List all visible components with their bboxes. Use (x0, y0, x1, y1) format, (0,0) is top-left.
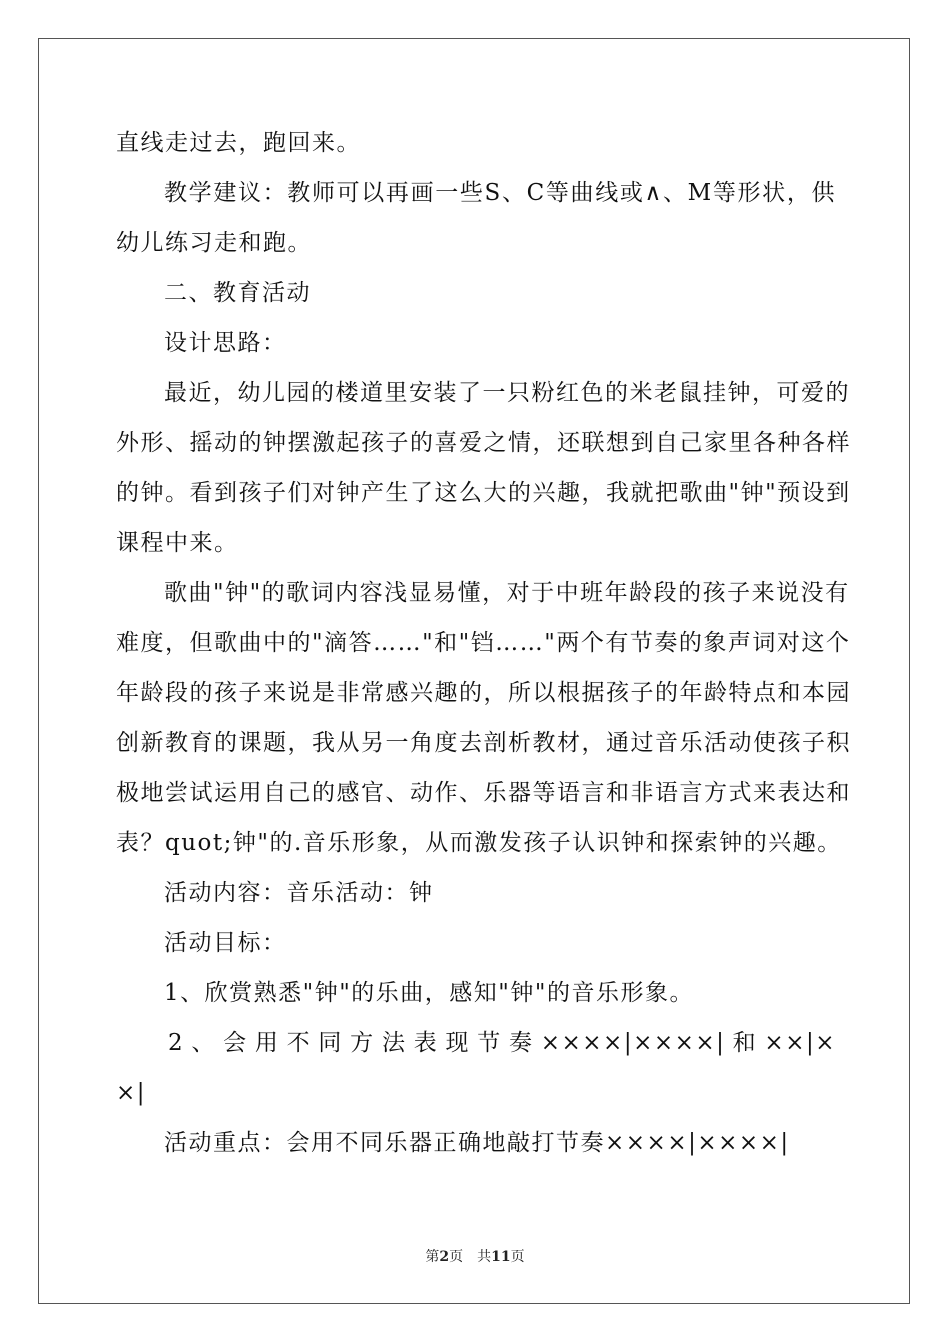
text-line: 设计思路： (164, 330, 287, 356)
text-line: 极地尝试运用自己的感官、动作、乐器等语言和非语言方式来表达和 (116, 780, 851, 806)
text-line: 年龄段的孩子来说是非常感兴趣的，所以根据孩子的年龄特点和本园 (116, 680, 851, 706)
list-item: 2、会用不同方法表现节奏××××|××××|和××|× (168, 1030, 836, 1056)
text-line: ×| (116, 1080, 147, 1106)
list-item: 1、欣赏熟悉"钟"的乐曲，感知"钟"的音乐形象。 (164, 980, 694, 1006)
text-line: 活动目标： (164, 930, 287, 956)
total-label-prefix: 共 (477, 1249, 492, 1265)
page-label-prefix: 第 (425, 1249, 440, 1265)
text-line: 歌曲"钟"的歌词内容浅显易懂，对于中班年龄段的孩子来说没有 (164, 580, 850, 606)
text-line: 教学建议：教师可以再画一些S、C等曲线或∧、M等形状，供 (164, 180, 836, 206)
text-line: 创新教育的课题，我从另一角度去剖析教材，通过音乐活动使孩子积 (116, 730, 851, 756)
text-line: 表？quot;钟"的.音乐形象，从而激发孩子认识钟和探索钟的兴趣。 (116, 830, 842, 856)
total-label-suffix: 页 (510, 1249, 525, 1265)
text-line: 课程中来。 (116, 530, 239, 556)
text-line: 直线走过去，跑回来。 (116, 130, 361, 156)
page-label-suffix: 页 (449, 1249, 464, 1265)
total-pages: 11 (491, 1249, 511, 1265)
section-heading: 二、教育活动 (164, 280, 311, 306)
text-line: 幼儿练习走和跑。 (116, 230, 312, 256)
text-line: 外形、摇动的钟摆激起孩子的喜爱之情，还联想到自己家里各种各样 (116, 430, 851, 456)
text-line: 难度，但歌曲中的"滴答……"和"铛……"两个有节奏的象声词对这个 (116, 630, 851, 656)
text-line: 最近，幼儿园的楼道里安装了一只粉红色的米老鼠挂钟，可爱的 (164, 380, 850, 406)
page-number: 2 (439, 1249, 450, 1265)
text-line: 活动重点：会用不同乐器正确地敲打节奏××××|××××| (164, 1130, 790, 1156)
text-line: 活动内容：音乐活动：钟 (164, 880, 434, 906)
text-line: 的钟。看到孩子们对钟产生了这么大的兴趣，我就把歌曲"钟"预设到 (116, 480, 851, 506)
page-footer (0, 1248, 950, 1266)
